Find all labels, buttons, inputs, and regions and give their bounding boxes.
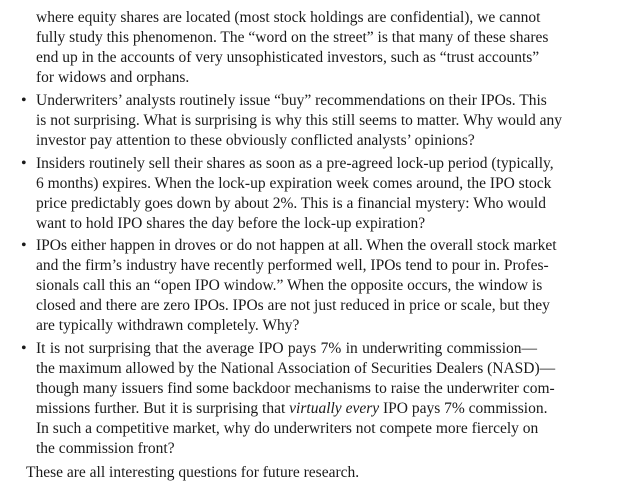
text-line: though many issuers find some backdoor mechanisms to raise the underwriter com- — [36, 380, 555, 397]
text-segment: IPO pays 7% commission. — [379, 400, 548, 417]
text-line: end up in the accounts of very unsophisticated investors, such as “trust accounts” — [36, 49, 540, 66]
text-line: closed and there are zero IPOs. IPOs are not just reduced in price or scale, but they — [36, 297, 550, 314]
text-line: These are all interesting questions for future research. — [26, 464, 360, 481]
bullet-item-ipo-window — [0, 236, 626, 336]
bullet-item-lockup — [0, 154, 626, 234]
text-line: Insiders routinely sell their shares as soon as a pre-agreed lock-up period (typically, — [36, 155, 554, 172]
text-line: investor pay attention to these obviously conflicted analysts’ opinions? — [36, 132, 475, 149]
text-line: IPOs either happen in droves or do not happen at all. When the overall stock market — [36, 237, 557, 254]
text-line: fully study this phenomenon. The “word on the street” is that many of these shares — [36, 29, 549, 46]
text-line: for widows and orphans. — [36, 69, 190, 86]
closing-paragraph — [0, 463, 546, 483]
bullet-item-commission — [0, 339, 626, 459]
text-line: It is not surprising that the average IPO pays 7% in underwriting commission— — [36, 340, 537, 357]
emphasis-text: virtually every — [289, 400, 380, 417]
text-line: In such a competitive market, why do underwriters not compete more fiercely on — [36, 420, 539, 437]
intro-paragraph — [0, 8, 549, 88]
text-line: the commission front? — [36, 440, 175, 457]
text-line: 6 months) expires. When the lock-up expiration week comes around, the IPO stock — [36, 175, 552, 192]
text-segment: missions further. But it is surprising that — [36, 400, 290, 417]
text-line: and the firm’s industry have recently performed well, IPOs tend to pour in. Profes- — [36, 257, 549, 274]
bullet-icon: • — [21, 155, 27, 172]
bullet-icon: • — [21, 92, 27, 109]
text-line: are typically withdrawn completely. Why? — [36, 317, 300, 334]
text-line: price predictably goes down by about 2%. This is a financial mystery: Who would — [36, 195, 546, 212]
text-line: sionals call this an “open IPO window.” When the opposite occurs, the window is — [36, 277, 543, 294]
text-line: Underwriters’ analysts routinely issue “buy” recommendations on their IPOs. This — [36, 92, 547, 109]
text-line: want to hold IPO shares the day before the lock-up expiration? — [36, 215, 426, 232]
text-line: the maximum allowed by the National Association of Securities Dealers (NASD)— — [36, 360, 556, 377]
text-line: is not surprising. What is surprising is why this still seems to matter. Why would any — [36, 112, 562, 129]
bullet-item-analysts — [0, 91, 626, 151]
bullet-icon: • — [21, 237, 27, 254]
bullet-icon: • — [21, 340, 27, 357]
text-line-emphasis — [36, 399, 548, 419]
text-line: where equity shares are located (most stock holdings are confidential), we cannot — [36, 9, 541, 26]
